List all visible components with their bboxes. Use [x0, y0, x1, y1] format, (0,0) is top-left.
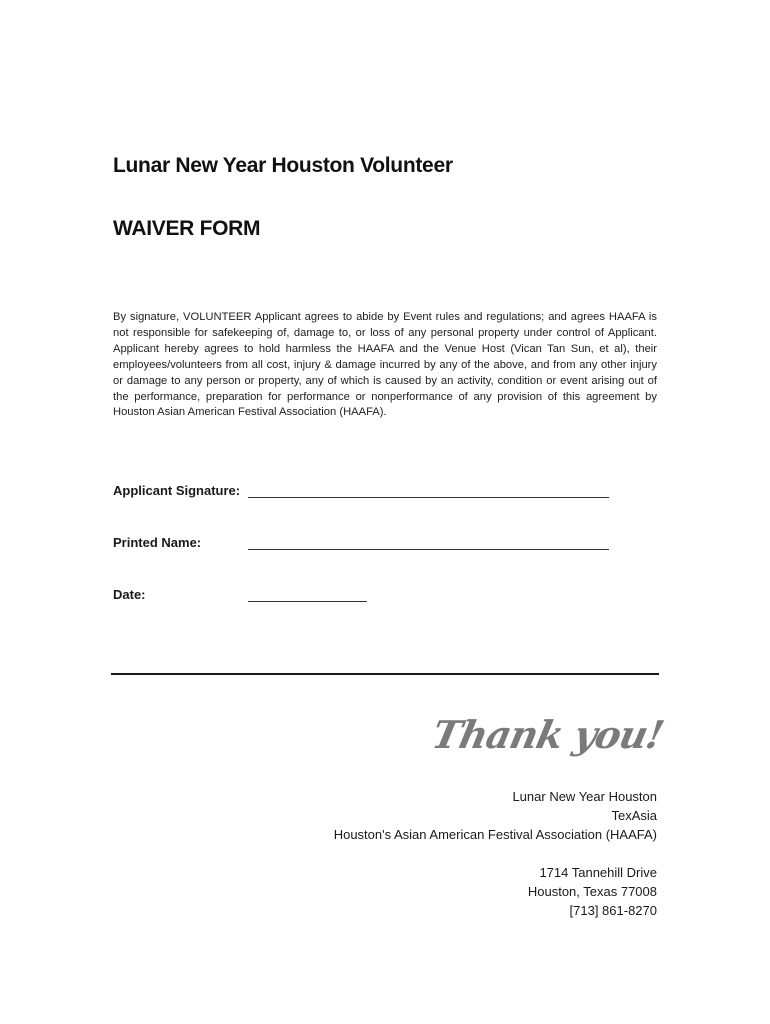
- section-divider: [111, 673, 659, 675]
- organization-block: [334, 787, 657, 844]
- document-title: Lunar New Year Houston Volunteer: [113, 154, 453, 177]
- printed-name-row: [113, 535, 613, 555]
- signature-label: Applicant Signature:: [113, 483, 241, 498]
- date-label: Date:: [113, 587, 146, 602]
- org-line-event: Lunar New Year Houston: [512, 789, 657, 804]
- date-row: [113, 587, 613, 607]
- thank-you-script: Thank you!: [427, 712, 667, 757]
- org-line-association: Houston's Asian American Festival Association (HAAFA): [333, 827, 657, 842]
- address-street: 1714 Tannehill Drive: [539, 865, 657, 880]
- address-block: [528, 863, 657, 920]
- address-city: Houston, Texas 77008: [527, 884, 657, 899]
- address-phone: [713] 861-8270: [569, 903, 657, 918]
- signature-line[interactable]: [248, 497, 609, 498]
- printed-name-line[interactable]: [248, 549, 609, 550]
- date-line[interactable]: [248, 601, 367, 602]
- signature-row: [113, 483, 613, 503]
- org-line-brand: TexAsia: [611, 808, 657, 823]
- printed-name-label: Printed Name:: [113, 535, 202, 550]
- form-title: WAIVER FORM: [113, 217, 261, 240]
- waiver-paragraph: By signature, VOLUNTEER Applicant agrees to abide by Event rules and regulations; and agrees HAAFA is not responsible for safekeeping of, damage to, or loss of any personal property under control of Applicant. Applicant hereby agrees to hold harmless the HAAFA and the Venue Host (Vican Tan Sun, et al), their employees/volunteers from all cost, injury & damage incurred by any of the above, and from any other injury or damage to any person or property, any of which is caused by an activity, condition or event arising out of the performance, preparation for performance or nonperformance of any provision of this agreement by Houston Asian American Festival Association (HAAFA).: [113, 311, 657, 419]
